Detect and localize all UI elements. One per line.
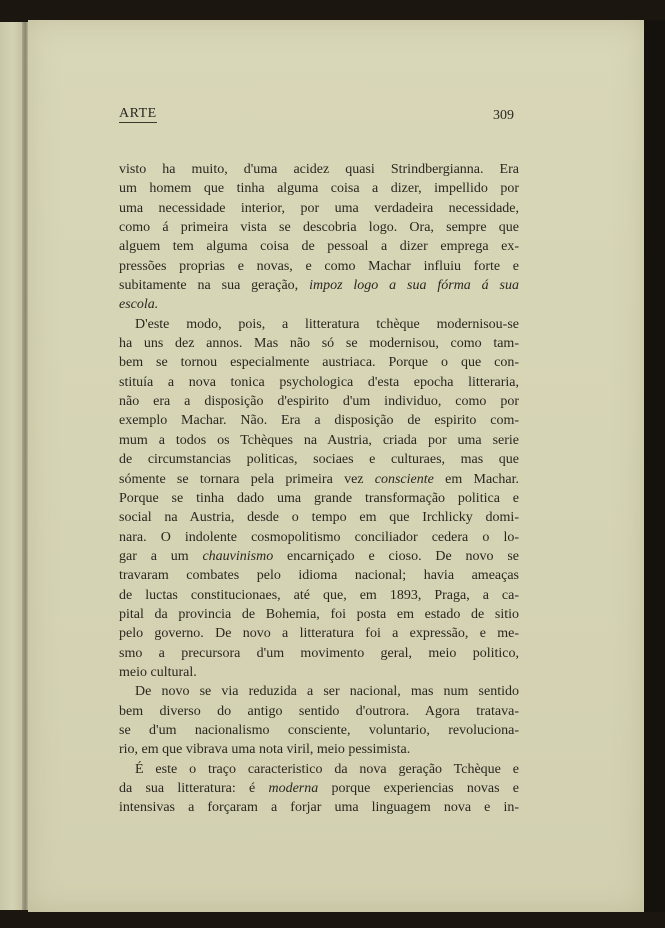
text-run: subitamente na sua geração, (119, 278, 310, 294)
text-line (119, 740, 519, 759)
text-run: gar a um (119, 548, 203, 564)
text-line (119, 450, 519, 469)
text-line (119, 179, 519, 198)
italic-text: moderna (268, 781, 319, 796)
text-run: nara. O indolente cosmopolitismo conciliador cedera o lo- (119, 529, 519, 545)
text-run: da sua litteratura: é (119, 781, 269, 796)
text-line (119, 663, 519, 682)
text-run: pital da provincia de Bohemia, foi posta em estado de sitio (119, 606, 519, 622)
text-line (119, 586, 519, 605)
text-line (119, 237, 519, 256)
text-line (119, 798, 519, 817)
text-line (119, 702, 519, 721)
text-run: em Machar. (433, 471, 519, 487)
text-run: Porque se tinha dado uma grande transformação politica e (119, 490, 519, 506)
text-run: social na Austria, desde o tempo em que Irchlicky domi- (119, 510, 519, 526)
text-run: sómente se tornara pela primeira vez (119, 471, 375, 487)
text-line (119, 257, 519, 276)
text-line (119, 644, 519, 663)
body-text (119, 160, 519, 818)
text-run: É este o traço caracteristico da nova geração Tchèque e (135, 761, 519, 777)
text-run: travaram combates pelo idioma nacional; havia ameaças (119, 568, 519, 584)
text-run: alguem tem alguma coisa de pessoal a dizer emprega ex- (119, 239, 519, 255)
text-line (119, 721, 519, 740)
text-line (119, 566, 519, 585)
text-run: De novo se via reduzida a ser nacional, mas num sentido (135, 684, 519, 700)
text-line (119, 411, 519, 430)
text-line (119, 624, 519, 643)
text-line (119, 295, 519, 314)
text-run: pressões proprias e novas, e como Machar influiu forte e (119, 258, 519, 274)
text-run: rio, em que vibrava uma nota viril, meio pessimista. (119, 742, 411, 758)
text-line (119, 160, 519, 179)
text-run: intensivas a forçaram a forjar uma linguagem nova e in- (119, 800, 519, 816)
text-run: como á primeira vista se descobria logo. Ora, sempre que (119, 220, 519, 236)
italic-text: impoz logo a sua fórma á sua (309, 278, 519, 294)
text-line (119, 682, 519, 701)
text-run: exemplo Machar. Não. Era a disposição de espirito com- (119, 413, 519, 429)
text-line (119, 392, 519, 411)
text-run: pelo governo. De novo a litteratura foi a expressão, e me- (119, 626, 519, 642)
text-line (119, 276, 519, 295)
running-head-title: ARTE (119, 106, 157, 121)
text-line (119, 508, 519, 527)
text-run: de circumstancias politicas, sociaes e culturaes, mas que (119, 452, 519, 468)
text-line (119, 315, 519, 334)
italic-text: escola. (119, 297, 159, 313)
text-run: não era a disposição d'espirito d'um individuo, como por (119, 394, 519, 410)
italic-text: consciente (374, 471, 434, 487)
text-run: porque experiencias novas e (318, 781, 519, 796)
text-run: uma necessidade interior, por uma verdadeira necessidade, (119, 200, 519, 216)
text-line (119, 489, 519, 508)
text-run: bem diverso do antigo sentido d'outrora. Agora tratava- (119, 703, 519, 719)
text-line (119, 431, 519, 450)
text-line (119, 605, 519, 624)
italic-text: chauvinismo (202, 548, 274, 564)
text-run: de luctas constitucionaes, até que, em 1893, Praga, a ca- (119, 587, 519, 603)
text-line (119, 199, 519, 218)
text-line (119, 353, 519, 372)
page-shadow (643, 20, 665, 912)
text-line (119, 779, 519, 798)
text-run: meio cultural. (119, 664, 197, 680)
text-line (119, 470, 519, 489)
text-run: smo a precursora d'um movimento geral, meio politico, (119, 645, 519, 661)
text-run: encarniçado e cioso. De novo se (273, 548, 519, 564)
page-number: 309 (493, 108, 514, 123)
text-run: bem se tornou especialmente austriaca. Porque o que con- (119, 355, 519, 371)
text-line (119, 218, 519, 237)
text-run: D'este modo, pois, a litteratura tchèque modernisou-se (135, 316, 519, 332)
text-run: mum a todos os Tchèques na Austria, criada por uma serie (119, 432, 519, 448)
text-run: visto ha muito, d'uma acidez quasi Strindbergianna. Era (119, 162, 519, 177)
text-line (119, 334, 519, 353)
text-line (119, 547, 519, 566)
text-line (119, 528, 519, 547)
text-run: ha uns dez annos. Mas não só se modernisou, como tam- (119, 336, 519, 352)
text-line (119, 373, 519, 392)
text-line (119, 760, 519, 779)
text-run: se d'um nacionalismo consciente, voluntario, revoluciona- (119, 722, 519, 738)
text-run: stituía a nova tonica psychologica d'esta epocha litteraria, (119, 374, 519, 390)
text-run: um homem que tinha alguma coisa a dizer, impellido por (119, 181, 519, 197)
